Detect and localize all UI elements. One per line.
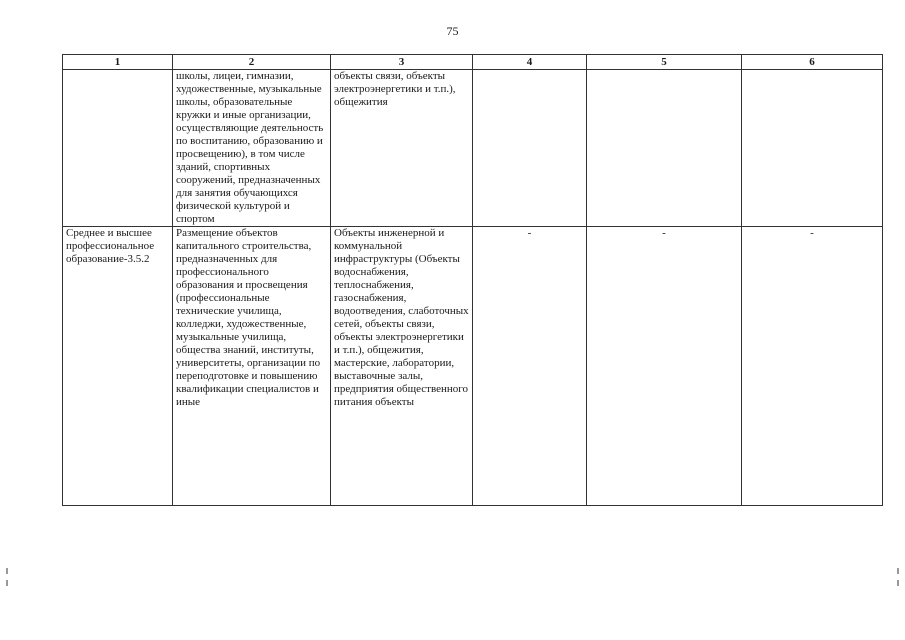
table-cell [473, 70, 587, 227]
table-cell [587, 70, 742, 227]
cell-text: Среднее и высшее профессиональное образование-3.5.2 [66, 227, 155, 265]
table-cell [742, 70, 883, 227]
table-cell [63, 227, 173, 506]
cell-dash: - [662, 227, 666, 239]
cell-text: Размещение объектов капитального строительства, предназначенных для профессионального образования и просвещения (профессиональные технические училища, колледжи, художественные, музыкальные училища, общества знаний, институты, университеты, организации по переподготовке и повышению квалификации специалистов и иные [176, 227, 321, 408]
table-cell [331, 70, 473, 227]
table-row [63, 70, 883, 227]
table-cell [63, 70, 173, 227]
cell-text: школы, лицеи, гимназии, художественные, музыкальные школы, образовательные кружки и иные организации, осуществляющие деятельность по воспитанию, образованию и просвещению), в том числе зданий, спортивных сооружений, предназначенных для занятия обучающихся физической культурой и спортом [176, 70, 324, 225]
page-number: 75 [446, 24, 459, 38]
regulations-table [62, 54, 883, 506]
column-header-3: 3 [331, 55, 473, 70]
column-header-5: 5 [587, 55, 742, 70]
table-cell [173, 70, 331, 227]
table-cell [473, 227, 587, 506]
table-cell [173, 227, 331, 506]
column-header-1: 1 [63, 55, 173, 70]
table-cell [742, 227, 883, 506]
column-header-4: 4 [473, 55, 587, 70]
cell-text: Объекты инженерной и коммунальной инфраструктуры (Объекты водоснабжения, теплоснабжения, газоснабжения, водоотведения, слаботочных сетей, объекты связи, объекты электроэнергетики и т.п.), общежития, мастерские, лаборатории, выставочные залы, предприятия общественного питания объекты [334, 227, 469, 408]
scan-edge-mark [897, 580, 899, 586]
table-cell [587, 227, 742, 506]
scan-edge-mark [6, 580, 8, 586]
cell-text: объекты связи, объекты электроэнергетики и т.п.), общежития [334, 70, 456, 108]
table-header-row [63, 55, 883, 70]
column-header-2: 2 [173, 55, 331, 70]
scan-edge-mark [6, 568, 8, 574]
scan-edge-mark [897, 568, 899, 574]
column-header-6: 6 [742, 55, 883, 70]
table-cell [331, 227, 473, 506]
cell-dash: - [810, 227, 814, 239]
cell-dash: - [527, 227, 532, 239]
table-row [63, 227, 883, 506]
